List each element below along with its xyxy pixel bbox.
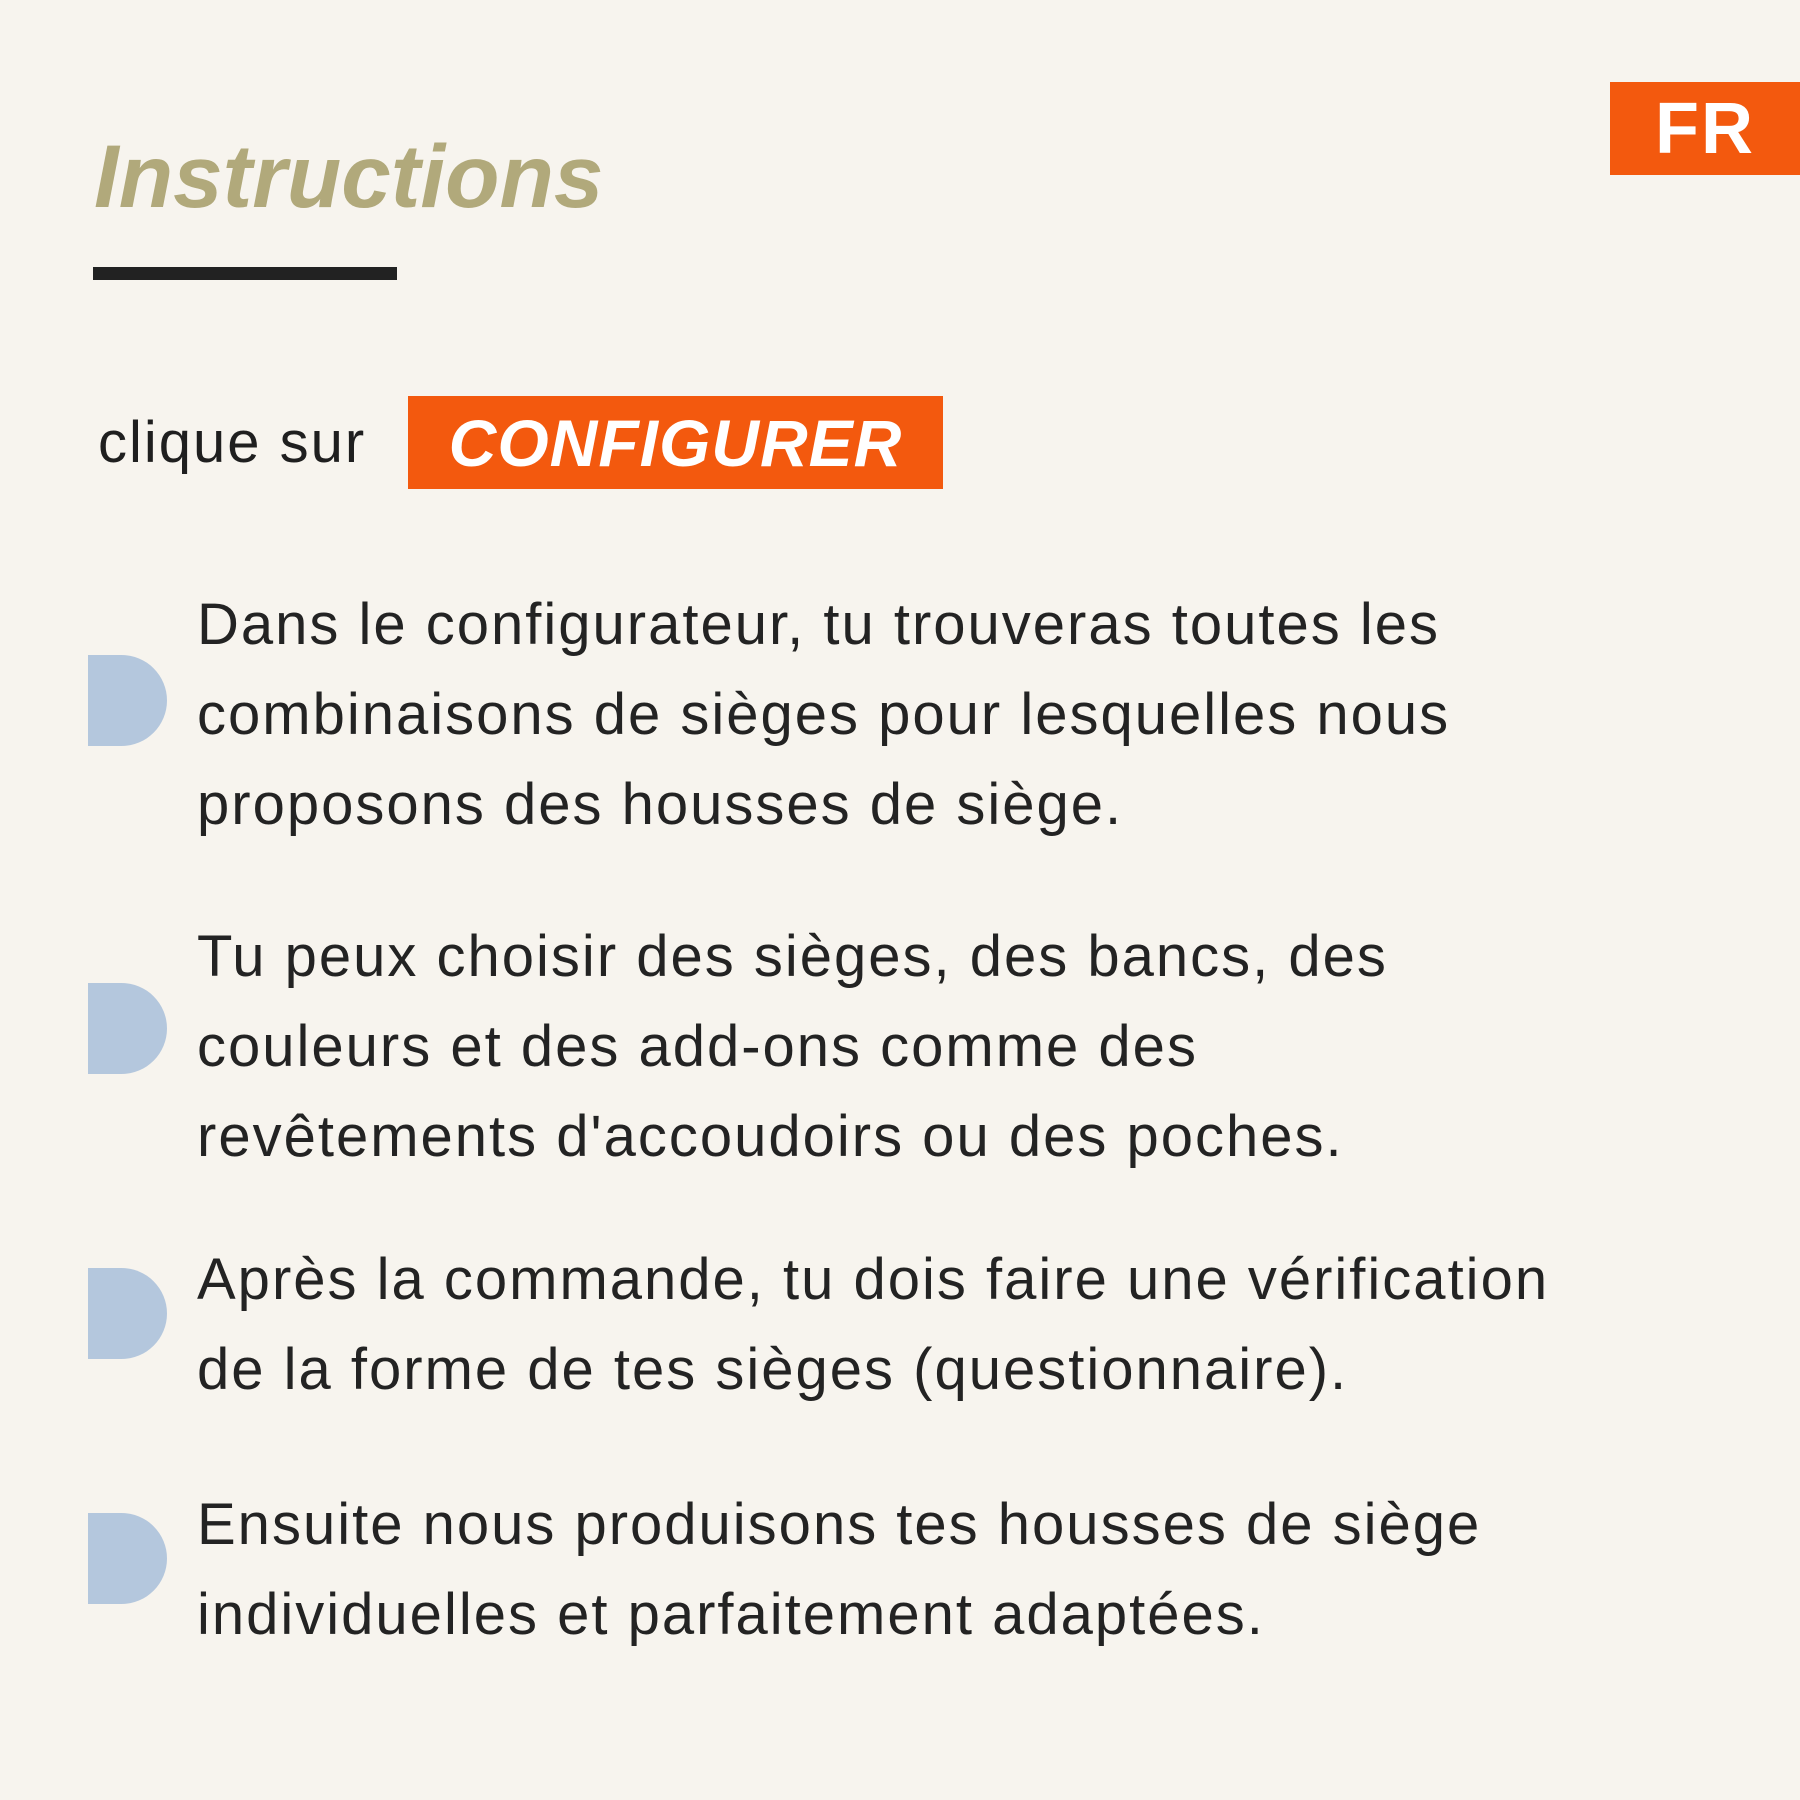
bullet-marker [88, 655, 167, 746]
title-underline [93, 267, 397, 280]
configurer-button[interactable]: CONFIGURER [408, 396, 943, 489]
bullet-line: Dans le configurateur, tu trouveras toutes les [197, 592, 1440, 657]
bullet-item [197, 912, 1388, 1182]
bullet-line: revêtements d'accoudoirs ou des poches. [197, 1104, 1344, 1169]
lead-text: clique sur [98, 410, 367, 475]
language-badge-fr[interactable]: FR [1610, 82, 1800, 175]
bullet-line: couleurs et des add-ons comme des [197, 1014, 1198, 1079]
bullet-item [197, 580, 1450, 850]
bullet-line: combinaisons de sièges pour lesquelles nous [197, 682, 1451, 747]
bullet-item [197, 1235, 1549, 1415]
bullet-line: Après la commande, tu dois faire une vérification [197, 1247, 1550, 1312]
bullet-line: proposons des housses de siège. [197, 772, 1124, 837]
bullet-line: de la forme de tes sièges (questionnaire). [197, 1337, 1349, 1402]
bullet-item [197, 1480, 1481, 1660]
bullet-marker [88, 1513, 167, 1604]
page-title: Instructions [94, 126, 604, 226]
bullet-line: Ensuite nous produisons tes housses de siège [197, 1492, 1482, 1557]
bullet-line: individuelles et parfaitement adaptées. [197, 1582, 1265, 1647]
bullet-marker [88, 983, 167, 1074]
bullet-line: Tu peux choisir des sièges, des bancs, des [197, 924, 1388, 989]
bullet-marker [88, 1268, 167, 1359]
